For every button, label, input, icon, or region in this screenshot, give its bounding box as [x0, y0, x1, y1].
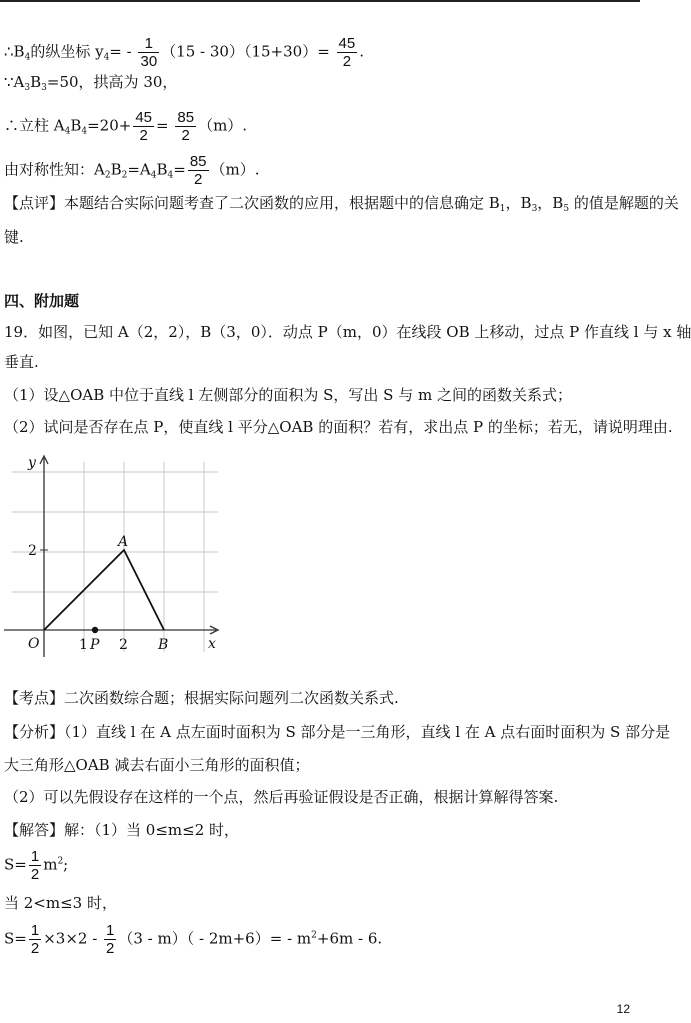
fraction: $\frac{45}{2}$: [135, 109, 153, 144]
fraction: $\frac{1}{30}$: [140, 35, 158, 70]
text-line-b4-ordinate: $\therefore B_4$的纵坐标 $y_4=$ - $\frac{1}{30}$ （15 - 30）（15+30）= $\frac{45}{2}$ .: [4, 35, 364, 70]
point-a-label: A: [118, 534, 129, 550]
y-axis-label: y: [28, 455, 36, 471]
problem-statement: 19．如图，已知 A（2，2），B（3，0）．动点 P（m，0）在线段 OB 上移动，过点 P 作直线 l 与 x 轴: [4, 323, 691, 341]
top-rule: [0, 0, 640, 2]
fraction: $\frac{1}{2}$: [106, 922, 115, 957]
point-p-label: P: [90, 637, 100, 653]
text-line-a3b3: $\because A_3B_3=50$，拱高为 30，: [4, 73, 178, 93]
fraction: $\frac{85}{2}$: [189, 153, 207, 188]
point-p-dot: [92, 627, 98, 633]
text-line-comment-cont: 键.: [4, 228, 24, 246]
solution-intro: 【解答】解：（1）当 0≤m≤2 时，: [4, 821, 240, 839]
formula-s-case-2: S= $\frac{1}{2}$ ×3×2 - $\frac{1}{2}$ $(3 - m)( - 2m+6)= - m^2+6m - 6$.: [4, 922, 383, 957]
point-b-label: B: [158, 637, 169, 653]
x-tick-label-2: 2: [119, 637, 128, 653]
x-tick-label-1: 1: [79, 637, 88, 653]
text-line-pillar: ∴立柱 $A_4B_4=20+$ $\frac{45}{2}$ = $\frac{85}{2}$ （m）.: [4, 109, 248, 144]
origin-label: O: [28, 636, 40, 652]
key-point: 【考点】二次函数综合题；根据实际问题列二次函数关系式.: [4, 689, 399, 707]
fraction: $\frac{1}{2}$: [30, 848, 40, 883]
question-2: （2）试问是否存在点 P，使直线 l 平分△OAB 的面积？若有，求出点 P 的坐标；若无，请说明理由.: [4, 418, 673, 436]
fraction: $\frac{1}{2}$: [30, 922, 40, 957]
solution-case-2: 当 2<m≤3 时，: [4, 894, 117, 912]
text-line-comment: 【点评】本题结合实际问题考查了二次函数的应用，根据题中的信息确定 $B_1$，$B_3$，$B_5$ 的值是解题的关: [4, 194, 679, 214]
x-axis-label: x: [208, 636, 216, 652]
coordinate-graph: [0, 452, 230, 672]
text-line-symmetry: 由对称性知：$A_2B_2=A_4B_4=$ $\frac{85}{2}$ （m）.: [4, 153, 260, 188]
section-heading: 四、附加题: [4, 292, 80, 310]
triangle-oab: [44, 550, 164, 630]
problem-statement-cont: 垂直.: [4, 353, 39, 371]
y-tick-label: 2: [28, 543, 37, 559]
question-1: （1）设△OAB 中位于直线 l 左侧部分的面积为 S，写出 S 与 m 之间的函数关系式；: [4, 386, 572, 404]
fraction: $\frac{85}{2}$: [177, 109, 195, 144]
fraction: $\frac{45}{2}$: [338, 35, 356, 70]
analysis: 【分析】（1）直线 l 在 A 点左面时面积为 S 部分是一三角形，直线 l 在 A 点右面时面积为 S 部分是: [4, 723, 671, 741]
grid-lines: [12, 462, 218, 652]
page-number: 12: [616, 1002, 630, 1016]
analysis-part-2: （2）可以先假设存在这样的一个点，然后再验证假设是否正确，根据计算解得答案.: [4, 788, 559, 806]
analysis-cont: 大三角形△OAB 减去右面小三角形的面积值；: [4, 756, 310, 774]
formula-s-case-1: S= $\frac{1}{2}$ $m^2$;: [4, 848, 69, 883]
